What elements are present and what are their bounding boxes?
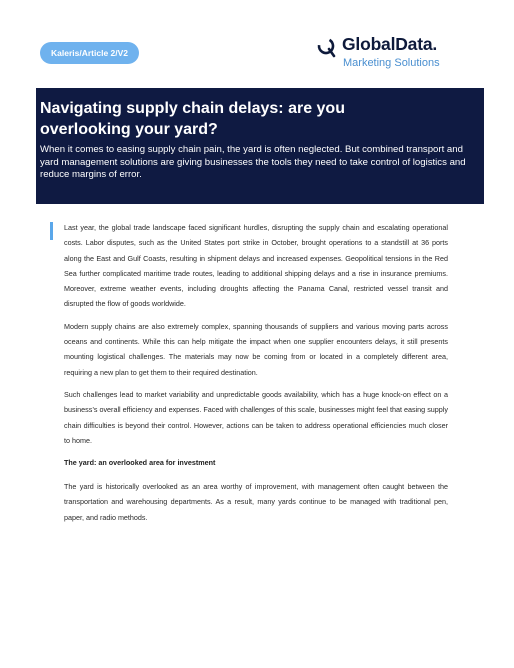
article-intro: When it comes to easing supply chain pain, the yard is often neglected. But combined transport and yard management solutions are giving businesses the tools they need to take control of logistics and reduce margins of error.	[40, 144, 466, 180]
page-header	[0, 0, 514, 88]
globaldata-brand	[316, 34, 466, 74]
body-paragraph-3: Such challenges lead to market variability and unpredictable goods availability, which has a huge knock-on effect on a business’s overall efficiency and expenses. Faced with challenges of this scale, businesses might feel that easing supply chain difficulties is beyond their control. However, actions can be taken to address operational efficiencies much closer to home.	[64, 389, 448, 445]
body-paragraph-4: The yard is historically overlooked as an area worthy of improvement, with management often caught between the transportation and warehousing departments. As a result, many yards continue to be managed with traditional pen, paper, and radio methods.	[64, 482, 448, 522]
body-paragraph-2: Modern supply chains are also extremely complex, spanning thousands of suppliers and various moving parts across oceans and continents. While this can help mitigate the impact when one supplier encounters delays, it still presents mounting logistical challenges. The materials may now be coming from or located in a completely different area, requiring a new plan to get them to their required destination.	[64, 321, 448, 377]
title-banner	[36, 88, 484, 204]
globaldata-logo-icon	[316, 36, 338, 58]
article-title: Navigating supply chain delays: are you overlooking your yard?	[40, 100, 345, 138]
section-heading: The yard: an overlooked area for investment	[64, 458, 216, 468]
accent-bar	[50, 222, 53, 240]
body-paragraph-1: Last year, the global trade landscape faced significant hurdles, disrupting the supply chain and escalating operational costs. Labor disputes, such as the United States port strike in October, brought operations to a standstill at 36 ports along the East and Gulf Coasts, resulting in shipment delays and increased expenses. Geopolitical tensions in the Red Sea further complicated maritime trade routes, leading to additional shipping delays and a rise in insurance premiums. Moreover, extreme weather events, including droughts affecting the Panama Canal, restricted vessel transit and disrupted the flow of goods worldwide.	[64, 223, 448, 309]
brand-name: GlobalData.	[342, 34, 438, 54]
brand-subtitle: Marketing Solutions	[343, 57, 440, 69]
article-body	[64, 220, 448, 532]
document-tag-badge: Kaleris/Article 2/V2	[40, 42, 139, 64]
